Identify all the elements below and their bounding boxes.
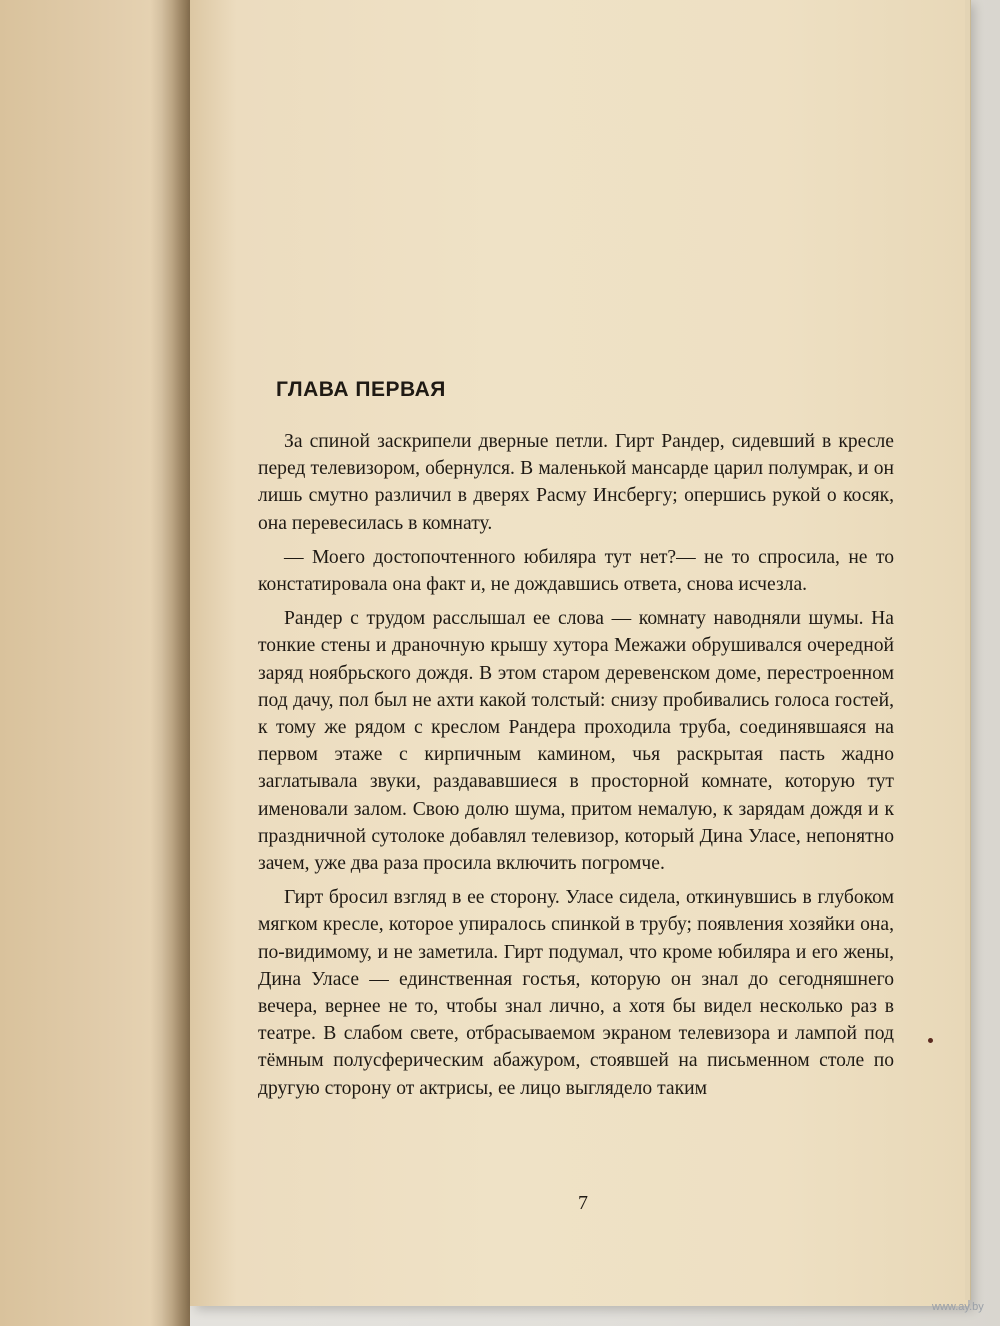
paragraph-2: — Моего достопочтенного юбиляра тут нет?— не то спросила, не то констатировала она факт и, не дождавшись ответа, снова исчезла. [258,546,894,596]
paragraph-1: За спиной заскрипели дверные петли. Гирт Рандер, сидевший в кресле перед телевизором, обернулся. В маленькой мансарде царил полумрак, и он лишь смутно различил в дверях Расму Инсбергу; опершись рукой о косяк, она перевесилась в комнату. [258,431,894,534]
page-number: 7 [578,1192,588,1214]
paragraph-4: Гирт бросил взгляд в ее сторону. Уласе сидела, откинувшись в глубоком мягком кресле, которое упиралось спинкой в трубу; появления хозяйки она, по-видимому, и не заметила. Гирт подумал, что кроме юбиляра и его жены, Дина Уласе — единственная гостья, которую он знал до сегодняшнего вечера, вернее не то, чтобы знал лично, а хотя бы видел несколько раз в театре. В слабом свете, отбрасываемом экраном телевизора и лампой под тёмным полусферическим абажуром, стоявшей на письменном столе по другую сторону от актрисы, ее лицо выглядело таким [258,887,894,1099]
page-content [258,378,894,1109]
paragraph-3: Рандер с трудом расслышал ее слова — комнату наводняли шумы. На тонкие стены и драночную крышу хутора Межажи обрушивался очередной заряд ноябрьского дождя. В этом старом деревенском доме, перестроенном под дачу, пол был не ахти какой толстый: снизу пробивались голоса гостей, к тому же рядом с креслом Рандера проходила труба, соединявшаяся на первом этаже с кирпичным камином, чья раскрытая пасть жадно заглатывала звуки, раздававшиеся в просторной комнате, которую тут именовали залом. Свою долю шума, притом немалую, к зарядам дождя и к праздничной сутолоке добавлял телевизор, который Дина Уласе, непонятно зачем, уже два раза просила включить погромче. [258,608,894,875]
book-gutter-shadow [150,0,190,1326]
chapter-title: ГЛАВА ПЕРВАЯ [276,378,446,401]
watermark: www.ay.by [932,1301,984,1313]
page-edge [965,0,971,1300]
ink-speck [928,1038,933,1043]
